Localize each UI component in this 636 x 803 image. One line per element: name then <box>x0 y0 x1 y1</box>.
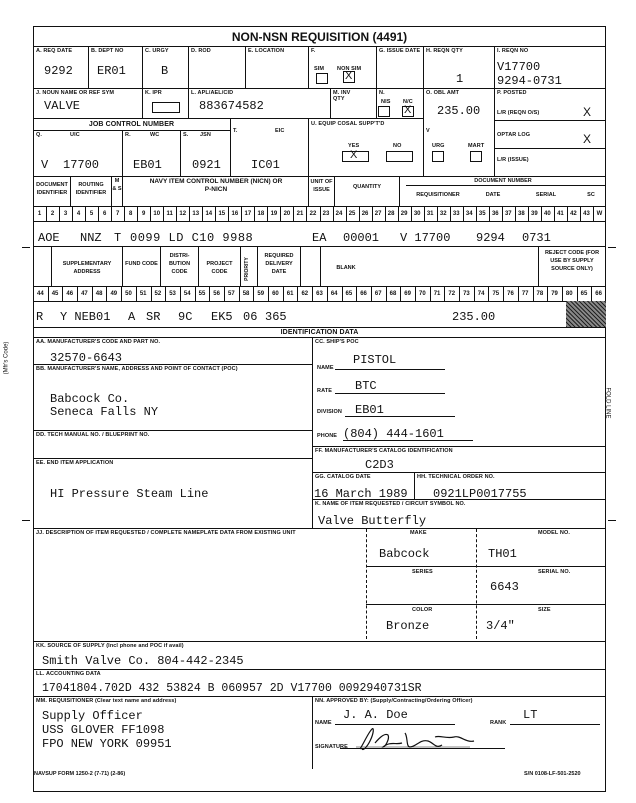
card1-nicn[interactable]: 0099 LD C10 9988 <box>130 231 254 245</box>
column-number: 45 <box>51 291 59 297</box>
priority-header: PRIORITY <box>244 257 250 281</box>
column-number: 65 <box>580 291 588 297</box>
dept-no-value[interactable]: ER01 <box>97 64 126 78</box>
date-header: DATE <box>485 192 501 198</box>
card2-fund[interactable]: A <box>128 310 136 324</box>
column-number: 37 <box>504 211 512 217</box>
quantity-header: QUANTITY <box>352 184 382 190</box>
ll-label: LL. ACCOUNTING DATA <box>36 671 101 677</box>
form-footer-left: NAVSUP FORM 1250-2 (7-71) (2-86) <box>34 771 126 777</box>
project-header: PROJECT CODE <box>206 261 233 275</box>
column-number: W <box>596 211 603 217</box>
column-number: 50 <box>125 291 132 297</box>
yes-mark: X <box>350 149 358 161</box>
card2-rdd[interactable]: 06 <box>243 310 258 324</box>
column-number: 33 <box>452 211 460 217</box>
nn-rank-label: RANK <box>490 720 507 726</box>
column-number: 77 <box>521 291 529 297</box>
column-number: 11 <box>166 211 173 217</box>
apl-value[interactable]: 883674582 <box>199 99 264 113</box>
ee-label: EE. END ITEM APPLICATION <box>36 460 114 466</box>
right-margin-note: FOLD LINE <box>604 387 611 419</box>
column-number: 48 <box>95 291 103 297</box>
rate-value[interactable]: BTC <box>355 379 377 393</box>
noun-value[interactable]: VALVE <box>44 99 81 113</box>
niin-header: NAVY ITEM CONTROL NUMBER (NICN) OR P-NICN <box>149 178 283 193</box>
card1-quantity[interactable]: 00001 <box>343 231 380 245</box>
document-number-header: DOCUMENT NUMBER <box>474 178 532 184</box>
card1-serial[interactable]: 0731 <box>522 231 551 245</box>
column-number: 53 <box>169 291 176 297</box>
column-number: 54 <box>183 291 191 297</box>
gg-label: GG. CATALOG DATE <box>315 474 371 480</box>
location-label: E. LOCATION <box>248 48 285 54</box>
s-label: S. <box>183 132 189 138</box>
kk-value[interactable]: Smith Valve Co. 804-442-2345 <box>42 654 244 668</box>
column-number: 8 <box>128 211 133 217</box>
dist-header: DISTRI- BUTION CODE <box>168 253 191 275</box>
phone-value[interactable]: (804) 444-1601 <box>343 427 444 441</box>
card2-s[interactable]: R <box>36 310 44 324</box>
blank-header: BLANK <box>336 265 356 271</box>
column-number: 20 <box>283 211 291 217</box>
column-number: 2 <box>50 211 55 217</box>
sc-header: SC <box>587 192 595 198</box>
column-number: 68 <box>389 291 397 297</box>
mm-line-1[interactable]: Supply Officer <box>42 709 143 723</box>
column-number: 6 <box>102 211 107 217</box>
column-number: 9 <box>142 211 146 217</box>
n-label: N. <box>379 90 385 96</box>
nn-label: NN. APPROVED BY: (Supply/Contracting/Ordering Officer) <box>315 698 473 704</box>
aa-label: AA. MANUFACTURER'S CODE AND PART NO. <box>36 339 161 345</box>
column-number: 58 <box>242 291 250 297</box>
hh-value[interactable]: 0921LP0017755 <box>433 487 527 501</box>
column-number: 28 <box>387 211 395 217</box>
nc-label: N/C <box>403 99 413 105</box>
dept-no-label: B. DEPT NO <box>91 48 124 54</box>
card2-sup-addr[interactable]: Y NEB01 <box>60 310 111 324</box>
obl-amt-value[interactable]: 235.00 <box>437 104 481 118</box>
column-number: 57 <box>228 291 235 297</box>
card1-ms[interactable]: T <box>114 231 122 245</box>
uic-label: UIC <box>70 132 80 138</box>
card2-project[interactable]: 9C <box>178 310 193 324</box>
ff-label: FF. MANUFACTURER'S CATALOG IDENTIFICATION <box>315 448 453 454</box>
mm-line-2[interactable]: USS GLOVER FF1098 <box>42 723 165 737</box>
column-number: 65 <box>345 291 353 297</box>
form-title: NON-NSN REQUISITION (4491) <box>231 30 408 44</box>
sim-label: SIM <box>314 66 325 72</box>
sim-checkbox[interactable] <box>316 73 328 84</box>
card1-doc-id[interactable]: AOE <box>38 231 60 245</box>
column-number: 69 <box>404 291 411 297</box>
reject-code-hatch <box>566 301 606 327</box>
jsn-value[interactable]: 0921 <box>192 158 221 172</box>
card2-rdd2[interactable]: 365 <box>265 310 287 324</box>
column-number: 36 <box>491 211 499 217</box>
phone-label: PHONE <box>317 433 338 439</box>
size-label: SIZE <box>538 607 551 613</box>
bb-value-2[interactable]: Seneca Falls NY <box>50 405 159 419</box>
column-number: 76 <box>507 291 514 297</box>
ipr-label: K. IPR <box>145 90 162 96</box>
column-number: 5 <box>89 211 94 217</box>
rod-label: D. ROD <box>191 48 211 54</box>
req-date-value[interactable]: 9292 <box>44 64 73 78</box>
q-label: Q. <box>36 132 43 138</box>
column-number: 19 <box>270 211 278 217</box>
yes-label: YES <box>348 143 360 149</box>
reqn-qty-label: H. REQN QTY <box>426 48 463 54</box>
color-label: COLOR <box>412 607 433 613</box>
equip-cosal-label: U. EQUIP COSAL SUPP'T'D <box>311 121 385 127</box>
doc-id-header: DOCUMENT IDENTIFIER <box>36 182 68 196</box>
column-number: 79 <box>551 291 558 297</box>
nn-name-value[interactable]: J. A. Doe <box>343 708 408 722</box>
aa-value[interactable]: 32570-6643 <box>50 351 123 365</box>
column-number: 47 <box>81 291 88 297</box>
rate-label: RATE <box>317 388 332 394</box>
column-number: 71 <box>433 291 441 297</box>
uic-value[interactable]: 17700 <box>63 158 100 172</box>
model-label: MODEL NO. <box>538 530 570 536</box>
serial-value[interactable]: 6643 <box>490 580 519 594</box>
cc-name-value[interactable]: PISTOL <box>353 353 397 367</box>
column-number: 29 <box>400 211 408 217</box>
column-number: 52 <box>154 291 162 297</box>
ms-header: M & S <box>112 178 122 192</box>
column-number: 14 <box>205 211 213 217</box>
ll-value[interactable]: 17041804.702D 432 53824 B 060957 2D V17700 0092940731SR <box>42 682 422 695</box>
nis-label: NIS <box>381 99 391 105</box>
mm-line-3[interactable]: FPO NEW YORK 09951 <box>42 737 172 751</box>
division-value[interactable]: EB01 <box>355 403 384 417</box>
wc-label: WC <box>150 132 160 138</box>
non-sim-label: NON SIM <box>337 66 362 72</box>
column-number: 27 <box>374 211 382 217</box>
make-label: MAKE <box>410 530 427 536</box>
series-label: SERIES <box>412 569 433 575</box>
reqn-no-label: I. REQN NO <box>497 48 529 54</box>
urg-label: URG <box>432 143 445 149</box>
mart-checkbox[interactable] <box>470 151 482 162</box>
column-number: 60 <box>272 291 279 297</box>
column-number: 49 <box>110 291 118 297</box>
column-number: 21 <box>296 211 304 217</box>
nn-signature-label: SIGNATURE <box>315 744 348 750</box>
jj-label: JJ. DESCRIPTION OF ITEM REQUESTED / COMPLETE NAMEPLATE DATA FROM EXISTING UNIT <box>36 530 296 536</box>
model-value[interactable]: TH01 <box>488 547 517 561</box>
column-number: 24 <box>335 211 343 217</box>
no-checkbox[interactable] <box>386 151 413 162</box>
v-label: V <box>426 128 430 134</box>
inv-qty-label: M. INV QTY <box>333 90 351 102</box>
column-number: 38 <box>517 211 525 217</box>
column-number: 10 <box>153 211 161 217</box>
column-number: 55 <box>198 291 206 297</box>
column-number: 18 <box>257 211 265 217</box>
nn-rank-value[interactable]: LT <box>523 708 538 722</box>
ipr-box[interactable] <box>152 102 180 113</box>
issue-date-label: G. ISSUE DATE <box>379 48 421 54</box>
form-footer-right: S/N 0108-LF-501-2520 <box>524 771 581 777</box>
division-label: DIVISION <box>317 409 342 415</box>
nis-checkbox[interactable] <box>378 106 390 117</box>
column-number: 74 <box>477 291 485 297</box>
obl-amt-label: O. OBL AMT <box>426 90 460 96</box>
name-label: NAME <box>317 365 334 371</box>
column-number: 25 <box>348 211 356 217</box>
column-number: 80 <box>565 291 573 297</box>
non-sim-mark: X <box>345 70 353 82</box>
column-number: 64 <box>330 291 338 297</box>
column-number: 23 <box>322 211 330 217</box>
color-value[interactable]: Bronze <box>386 619 430 633</box>
req-date-label: A. REQ DATE <box>36 48 73 54</box>
urgy-value[interactable]: B <box>161 64 169 78</box>
column-number: 31 <box>426 211 434 217</box>
r-label: R. <box>125 132 131 138</box>
mm-label: MM. REQUISITIONER (Clear text name and address) <box>36 698 177 704</box>
column-number: 73 <box>463 291 470 297</box>
column-number: 4 <box>76 211 81 217</box>
card1-requisitioner[interactable]: V 17700 <box>400 231 451 245</box>
card1-routing[interactable]: NNZ <box>80 231 102 245</box>
lr-issue-label: L/R (ISSUE) <box>497 157 529 163</box>
column-number: 30 <box>413 211 421 217</box>
column-number: 62 <box>301 291 309 297</box>
gg-value[interactable]: 16 March 1989 <box>314 487 408 501</box>
card2-priority[interactable]: EK5 <box>211 310 233 324</box>
column-number: 12 <box>179 211 187 217</box>
urgy-label: C. URGY <box>145 48 169 54</box>
jsn-label: JSN <box>200 132 211 138</box>
requisitioner-header: REQUISITIONER <box>416 192 460 198</box>
column-number: 35 <box>478 211 486 217</box>
reqn-no-value-1[interactable]: V17700 <box>497 60 541 74</box>
apl-label: L. APL/AEL/CID <box>191 90 234 96</box>
column-number: 72 <box>448 291 456 297</box>
column-number: 44 <box>37 291 44 297</box>
column-number: 7 <box>115 211 120 217</box>
column-number: 61 <box>286 291 294 297</box>
card1-unit[interactable]: EA <box>312 231 327 245</box>
hh-label: HH. TECHNICAL ORDER NO. <box>417 474 495 480</box>
column-number: 32 <box>439 211 447 217</box>
posted-label: P. POSTED <box>497 90 527 96</box>
column-number: 16 <box>231 211 239 217</box>
kk-label: KK. SOURCE OF SUPPLY (Incl phone and POC if avail) <box>36 643 184 649</box>
lr-reqn-mark: X <box>583 105 592 119</box>
column-number: 66 <box>360 291 367 297</box>
t-label: T. <box>233 128 238 134</box>
fund-header: FUND CODE <box>125 261 158 267</box>
nc-mark: X <box>404 104 412 116</box>
serial-header: SERIAL <box>535 192 557 198</box>
dd-label: DD. TECH MANUAL NO. / BLUEPRINT NO. <box>36 432 150 438</box>
mart-label: MART <box>468 143 485 149</box>
unit-header: UNIT OF ISSUE <box>310 179 333 193</box>
optar-log-mark: X <box>583 132 592 146</box>
column-number: 13 <box>192 211 200 217</box>
column-number: 1 <box>37 211 42 217</box>
rdd-header: REQUIRED DELIVERY DATE <box>264 253 294 275</box>
reject-header: REJECT CODE (FOR USE BY SUPPLY SOURCE ONLY) <box>544 250 600 272</box>
column-number: 56 <box>213 291 220 297</box>
eic-label: EIC <box>275 128 285 134</box>
ee-value[interactable]: HI Pressure Steam Line <box>50 487 209 501</box>
column-number: 59 <box>257 291 265 297</box>
column-number: 22 <box>309 211 317 217</box>
routing-id-header: ROUTING IDENTIFIER <box>75 182 107 196</box>
noun-label: J. NOUN NAME OR REF SYM <box>36 90 115 96</box>
serial-no-label: SERIAL NO. <box>538 569 571 575</box>
left-margin-note: (Mfr's Code) <box>3 341 10 375</box>
column-number: 63 <box>316 291 323 297</box>
card2-dist[interactable]: SR <box>146 310 161 324</box>
ff-value[interactable]: C2D3 <box>365 458 394 472</box>
cc-label: CC. SHIP'S POC <box>315 339 359 345</box>
f-label: F. <box>311 48 316 54</box>
nn-name-label: NAME <box>315 720 332 726</box>
column-number: 39 <box>531 211 538 217</box>
column-number: 67 <box>374 291 382 297</box>
column-number: 42 <box>570 211 577 217</box>
column-number: 66 <box>595 291 602 297</box>
kname-value[interactable]: Valve Butterfly <box>318 514 427 528</box>
no-label: NO <box>393 143 402 149</box>
signature-image <box>350 725 480 755</box>
column-number: 26 <box>361 211 369 217</box>
bb-value-1[interactable]: Babcock Co. <box>50 392 130 406</box>
column-number: 3 <box>63 211 68 217</box>
identification-title: IDENTIFICATION DATA <box>280 329 359 336</box>
lr-reqn-label: L/R (REQN O/S) <box>497 110 540 116</box>
column-number: 75 <box>492 291 500 297</box>
column-number: 34 <box>465 211 473 217</box>
eic-value[interactable]: IC01 <box>251 158 280 172</box>
job-control-header: JOB CONTROL NUMBER <box>88 121 175 128</box>
column-number: 40 <box>544 211 551 217</box>
urg-checkbox[interactable] <box>432 151 444 162</box>
column-number: 41 <box>557 211 564 217</box>
kname-label: K. NAME OF ITEM REQUESTED / CIRCUIT SYMBOL NO. <box>315 501 466 507</box>
column-number: 43 <box>583 211 590 217</box>
sup-addr-header: SUPPLEMENTARY ADDRESS <box>62 261 112 275</box>
reqn-qty-value[interactable]: 1 <box>456 72 464 86</box>
bb-label: BB. MANUFACTURER'S NAME, ADDRESS AND POINT OF CONTACT (POC) <box>36 366 238 372</box>
column-number: 15 <box>218 211 226 217</box>
wc-value[interactable]: EB01 <box>133 158 162 172</box>
card2-amount[interactable]: 235.00 <box>452 310 496 324</box>
column-number: 78 <box>536 291 544 297</box>
column-number: 51 <box>139 291 147 297</box>
column-number: 46 <box>66 291 74 297</box>
size-value[interactable]: 3/4" <box>486 619 515 633</box>
reqn-no-value-2[interactable]: 9294-0731 <box>497 74 562 88</box>
v-mark: V <box>41 158 49 172</box>
optar-log-label: OPTAR LOG <box>497 132 531 138</box>
make-value[interactable]: Babcock <box>379 547 430 561</box>
card1-date[interactable]: 9294 <box>476 231 505 245</box>
column-number: 17 <box>244 211 252 217</box>
column-number: 70 <box>419 291 426 297</box>
